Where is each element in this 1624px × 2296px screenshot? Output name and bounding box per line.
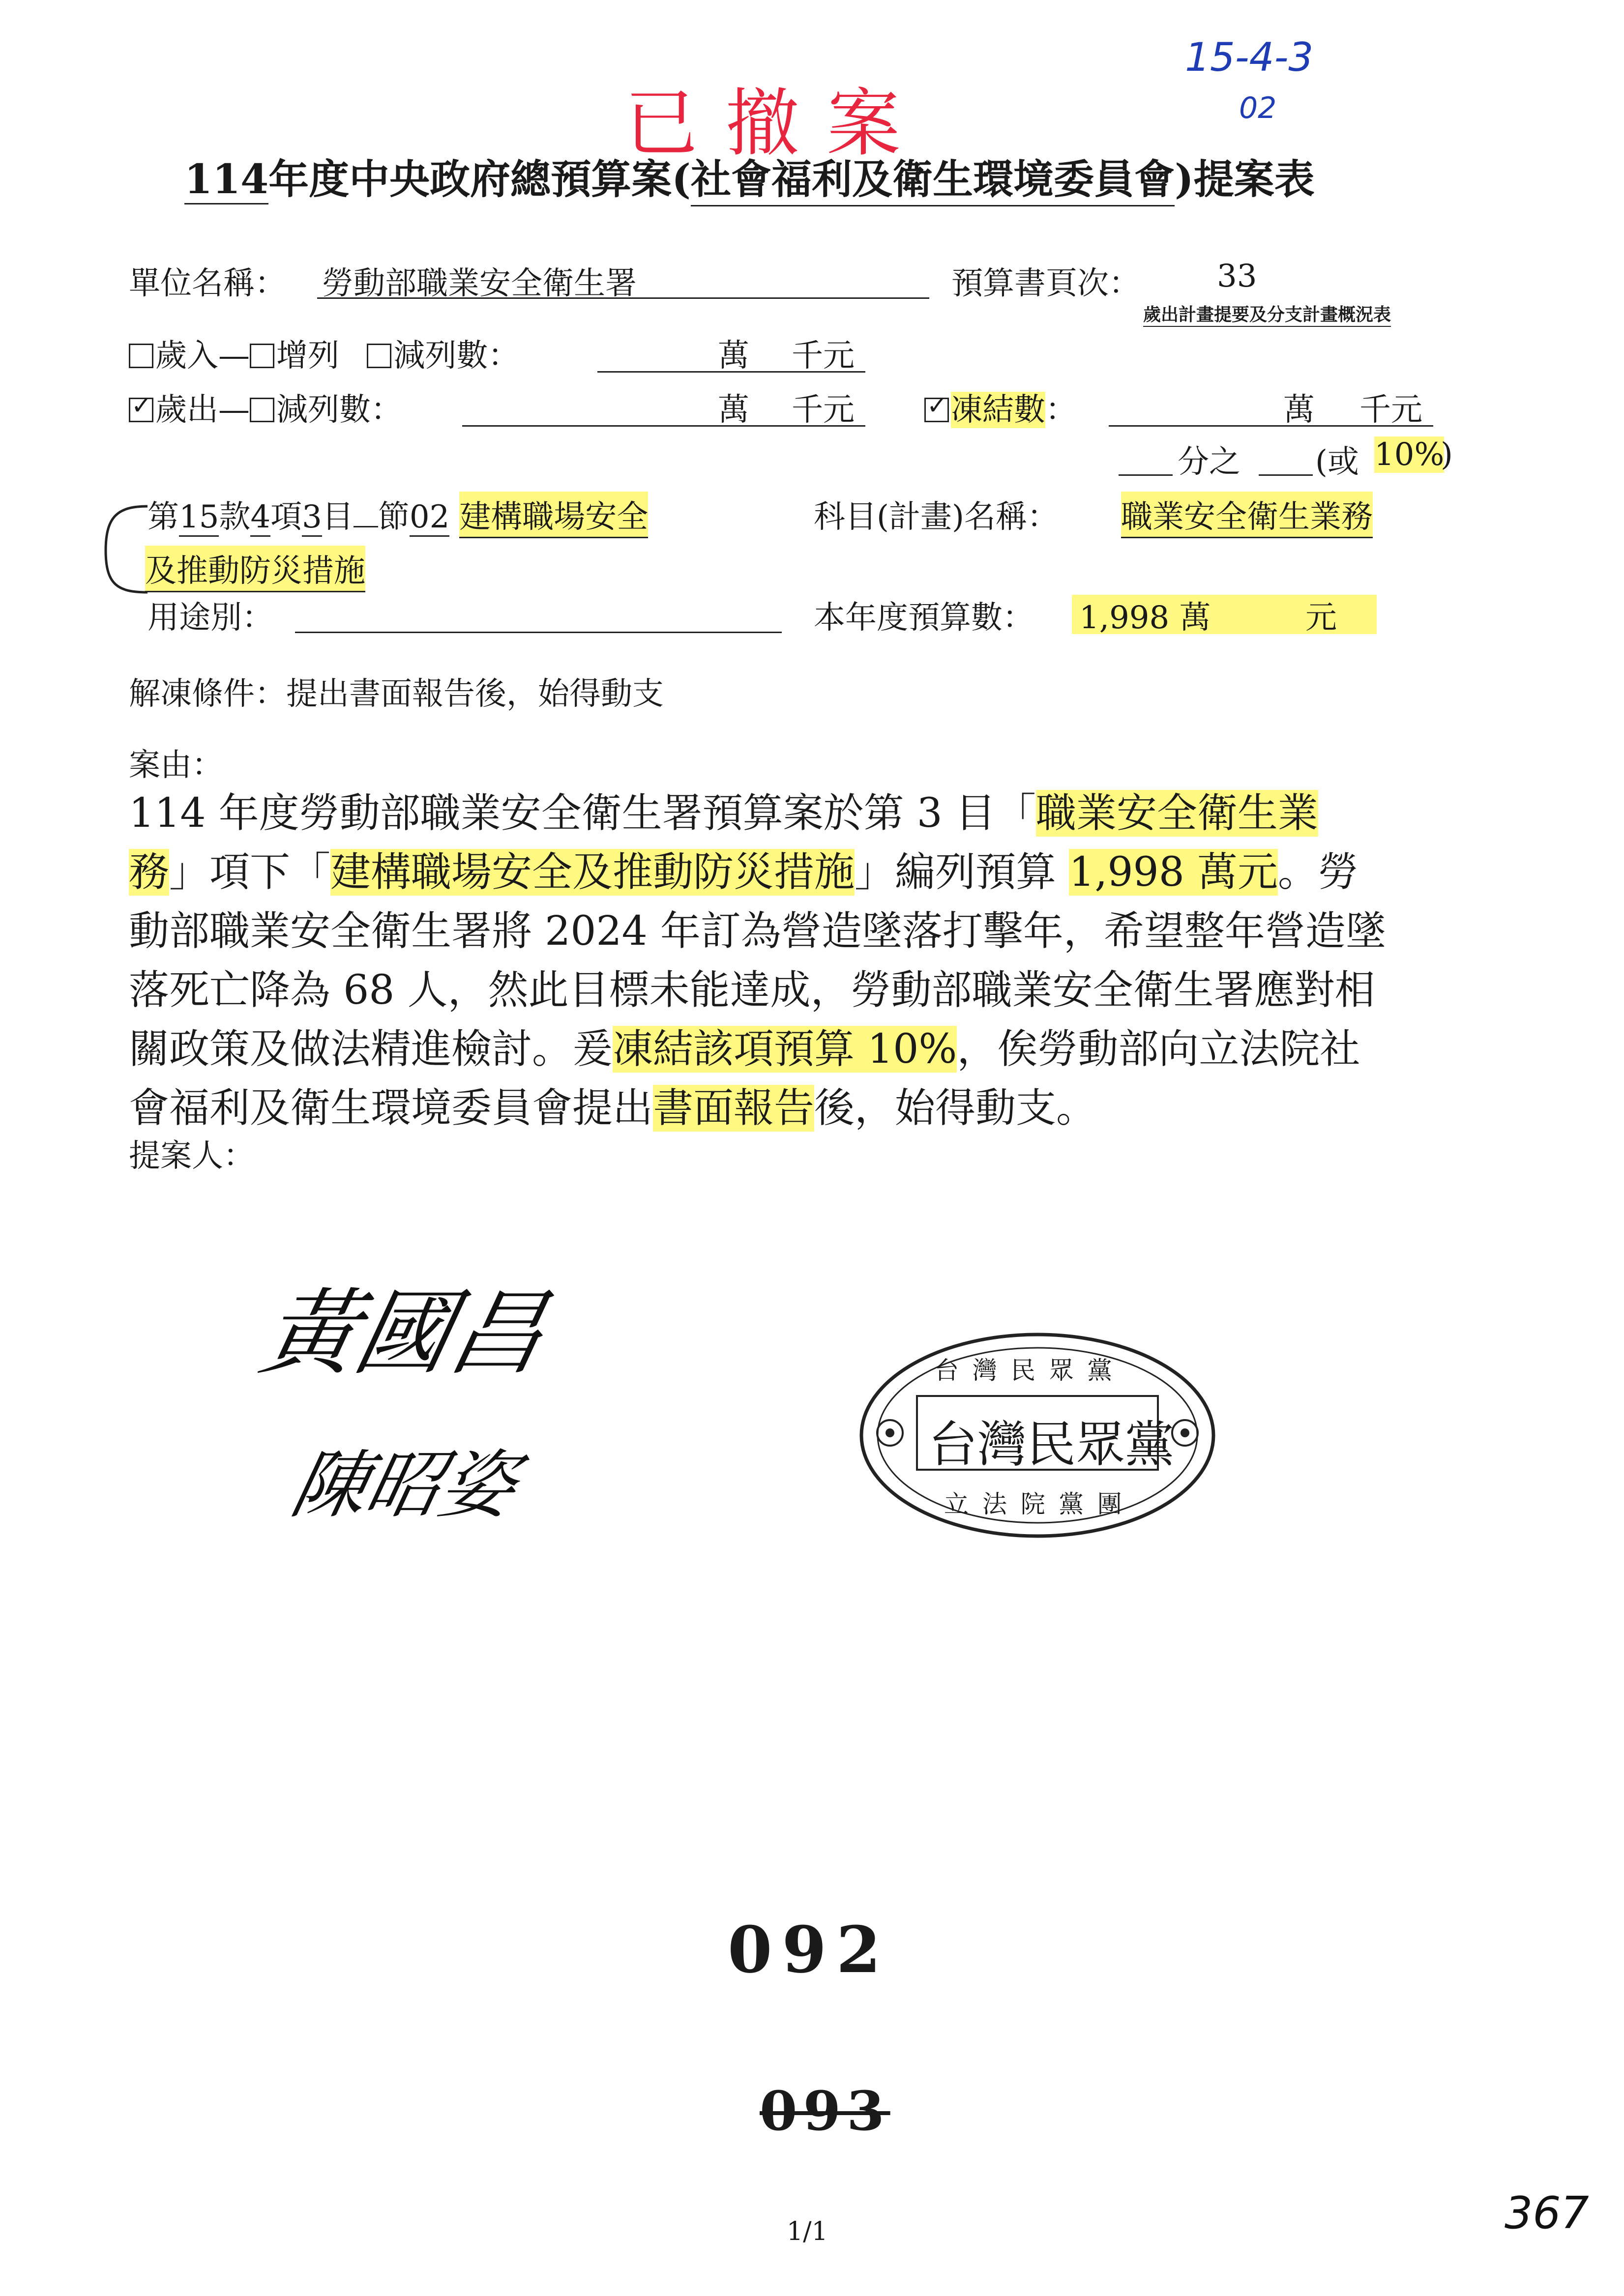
reason-line-5-text-b: ，俟勞動部向立法院社 [957, 1026, 1360, 1073]
title-committee: 社會福利及衛生環境委員會 [691, 147, 1175, 206]
item-prefix: 第 [148, 499, 179, 535]
item-xiang: 4 [250, 499, 270, 537]
budget-page-label: 預算書頁次： [951, 265, 1140, 302]
seal-flower-left-icon [877, 1420, 903, 1446]
revenue-unit2: 千元 [792, 338, 855, 374]
reason-line-5-highlight: 凍結該項預算 10% [613, 1026, 957, 1073]
budget-page-value: 33 [1217, 258, 1257, 294]
freeze-checkbox[interactable] [924, 398, 949, 422]
seal-center-text: 台灣民眾黨 [928, 1416, 1174, 1473]
item-xiang-label: 項 [270, 499, 302, 535]
freeze-fraction-label: 分之 [1178, 444, 1240, 480]
page-indicator: 1/1 [787, 2217, 828, 2246]
revenue-increase-label: 增列 [276, 338, 339, 374]
reason-line-2-highlight-c: 1,998 萬元 [1069, 849, 1278, 896]
revenue-checkbox[interactable] [129, 344, 153, 368]
freeze-label: 凍結數 [951, 392, 1045, 428]
handwritten-corner-number: 367 [1505, 2187, 1589, 2239]
item-name-part1: 建構職場安全 [459, 492, 648, 538]
revenue-decrease-checkbox[interactable] [367, 344, 391, 368]
thaw-condition-value: 提出書面報告後，始得動支 [286, 676, 664, 712]
reason-line-6 [129, 1079, 1096, 1138]
reason-line-4 [129, 961, 1375, 1020]
reason-line-3 [129, 902, 1386, 961]
reason-line-4-text: 落死亡降為 68 人，然此目標未能達成，勞動部職業安全衛生署應對相 [129, 967, 1375, 1014]
title-year: 114 [184, 156, 268, 204]
item-kuan-label: 款 [219, 499, 251, 535]
annual-budget-unit: 元 [1305, 600, 1337, 636]
freeze-unit2: 千元 [1359, 392, 1422, 428]
item-jie-label: 節 [378, 499, 410, 535]
unit-underline [317, 297, 929, 299]
item-kuan: 15 [179, 499, 219, 537]
subject-value: 職業安全衛生業務 [1121, 492, 1373, 538]
freeze-close: ) [1441, 436, 1453, 473]
freeze-denominator-underline [1119, 474, 1173, 476]
freeze-colon: ： [1045, 392, 1077, 428]
expenditure-label: 歲出— [155, 392, 250, 428]
item-mu-label: 目 [322, 499, 354, 535]
reason-line-6-text-a: 會福利及衛生環境委員會提出 [129, 1085, 653, 1132]
signature-2: 陳昭姿 [284, 1443, 524, 1528]
budget-page-note: 歲出計畫提要及分支計畫概況表 [1143, 301, 1391, 327]
seal-flower-right-icon [1172, 1420, 1198, 1446]
handwritten-code-line1: 15-4-3 [1185, 34, 1314, 80]
signature-1: 黃國昌 [252, 1279, 556, 1388]
party-seal [856, 1327, 1219, 1543]
form-title [184, 147, 1315, 206]
reason-line-1-highlight: 職業安全衛生業 [1035, 790, 1318, 837]
revenue-decrease-label: 減列數： [393, 338, 520, 374]
expenditure-unit2: 千元 [792, 392, 855, 428]
reason-line-1 [129, 784, 1318, 843]
handwritten-code-line2: 02 [1239, 91, 1277, 125]
title-suffix: )提案表 [1175, 156, 1315, 203]
revenue-row [129, 330, 519, 376]
expenditure-decrease-checkbox[interactable] [250, 398, 274, 422]
title-text: 年度中央政府總預算案( [268, 156, 691, 203]
freeze-or-label: (或 [1315, 444, 1359, 480]
reason-line-2-text-b: 」編列預算 [855, 849, 1069, 896]
proposer-label: 提案人： [129, 1138, 255, 1174]
reason-line-2-highlight-a: 務 [129, 849, 170, 896]
expenditure-unit1: 萬 [718, 392, 749, 428]
subject-label: 科目(計畫)名稱： [814, 499, 1059, 535]
seal-bottom-text: 立 法 院 黨 團 [944, 1490, 1125, 1518]
revenue-increase-checkbox[interactable] [250, 344, 274, 368]
item-mu: 3 [302, 499, 322, 537]
expenditure-checkbox[interactable] [129, 398, 153, 422]
expenditure-row [129, 384, 402, 430]
freeze-numerator-underline [1259, 474, 1313, 476]
annual-budget-label: 本年度預算數： [814, 600, 1034, 636]
withdrawn-stamp: 已 撤 案 [624, 81, 903, 167]
usage-underline [295, 632, 782, 633]
item-row [148, 492, 648, 538]
freeze-percent: 10% [1374, 436, 1445, 473]
unit-value: 勞動部職業安全衛生署 [322, 265, 637, 302]
seal-top-text: 台 灣 民 眾 黨 [934, 1356, 1115, 1385]
reason-line-6-text-b: 後，始得動支。 [814, 1085, 1097, 1132]
reason-line-5 [129, 1020, 1360, 1079]
reason-line-2-highlight-b: 建構職場安全及推動防災措施 [330, 849, 855, 896]
reason-line-2 [129, 843, 1358, 902]
item-name-part2: 及推動防災措施 [145, 546, 365, 592]
reason-line-5-text-a: 關政策及做法精進檢討。爰 [129, 1026, 613, 1073]
unit-label: 單位名稱： [129, 265, 286, 302]
revenue-unit1: 萬 [718, 338, 749, 374]
annual-budget-value: 1,998 萬 [1079, 600, 1211, 636]
reason-line-3-text: 動部職業安全衛生署將 2024 年訂為營造墜落打擊年，希望整年營造墜 [129, 908, 1386, 955]
reason-line-1-text: 114 年度勞動部職業安全衛生署預算案於第 3 目「 [129, 790, 1036, 837]
freeze-row [924, 384, 1077, 430]
thaw-condition [129, 668, 664, 714]
revenue-label: 歲入— [155, 338, 250, 374]
reason-label: 案由： [129, 747, 223, 784]
page-number-current: 092 [728, 1912, 891, 1987]
freeze-unit1: 萬 [1283, 392, 1315, 428]
item-jie: 02 [410, 499, 449, 537]
reason-line-6-highlight: 書面報告 [653, 1085, 815, 1132]
page-number-old: 093 [760, 2079, 890, 2143]
expenditure-decrease-label: 減列數： [276, 392, 402, 428]
bracket-mark [98, 496, 152, 605]
usage-label: 用途別： [148, 600, 273, 636]
thaw-condition-label: 解凍條件： [129, 676, 286, 712]
reason-line-2-text-a: 」項下「 [169, 849, 331, 896]
reason-line-2-text-c: 。勞 [1277, 849, 1358, 896]
